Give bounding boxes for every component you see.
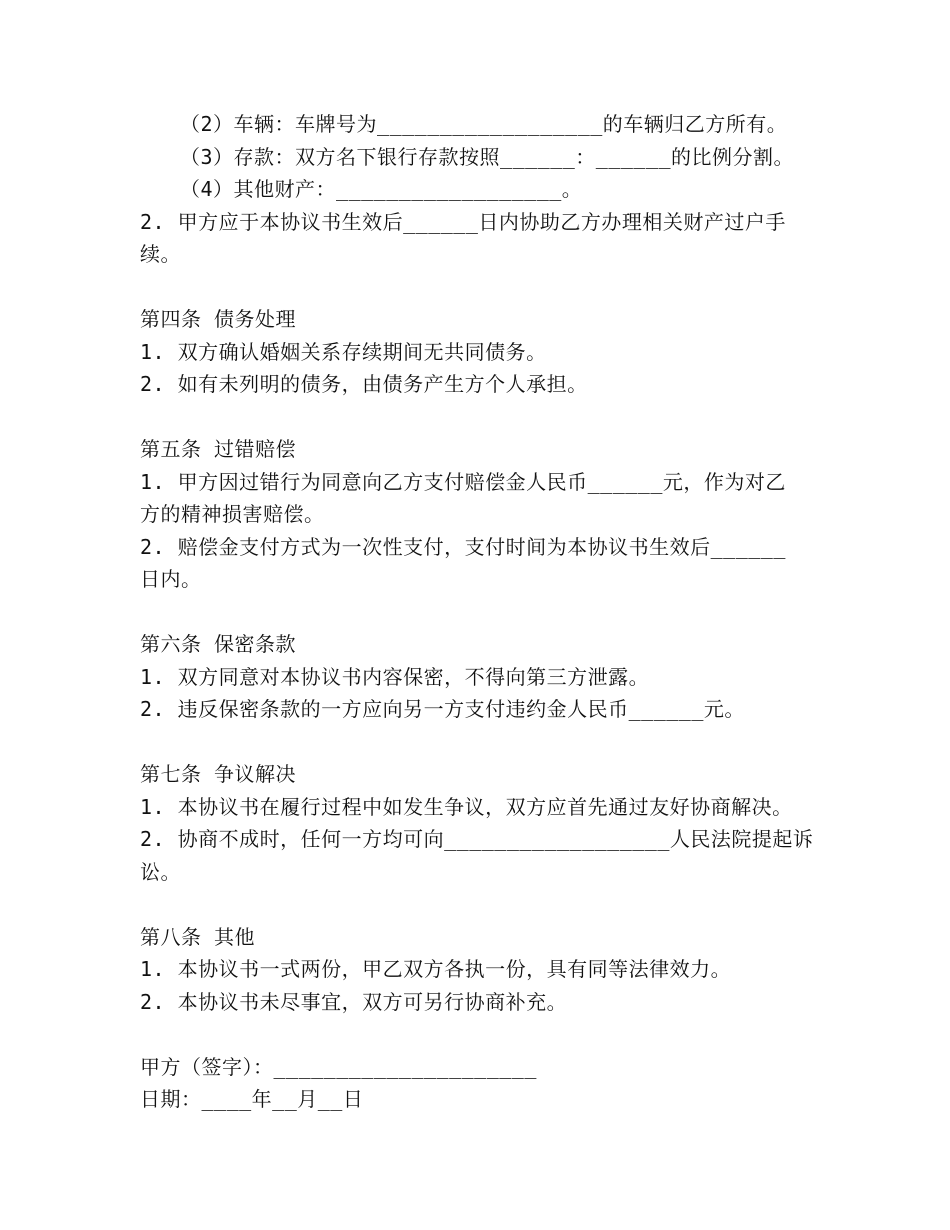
spacer [140,726,830,759]
article7-item-1: 1. 本协议书在履行过程中如发生争议，双方应首先通过友好协商解决。 [140,794,793,819]
property-item-deposit: （3）存款：双方名下银行存款按照______：______的比例分割。 [180,144,795,169]
property-item-other: （4）其他财产：__________________。 [180,177,583,201]
spacer [140,888,830,921]
spacer [140,1018,830,1051]
article4-heading: 第四条 债务处理 [140,307,297,331]
article6-item-2: 2. 违反保密条款的一方应向另一方支付违约金人民币______元。 [140,697,745,721]
spacer [140,401,830,434]
article8-item-2: 2. 本协议书未尽事宜，双方可另行协商补充。 [140,989,568,1014]
agreement-body [140,108,830,1116]
signature-date-line: 日期：____年__月__日 [140,1087,364,1111]
article6-heading: 第六条 保密条款 [140,632,297,656]
property-clause-2-line1: 2. 甲方应于本协议书生效后______日内协助乙方办理相关财产过户手 [140,209,786,234]
spacer [140,271,830,304]
article5-item-1-line1: 1. 甲方因过错行为同意向乙方支付赔偿金人民币______元，作为对乙 [140,469,786,494]
property-clause-2-line2: 续。 [140,242,181,266]
article6-item-1: 1. 双方同意对本协议书内容保密，不得向第三方泄露。 [140,664,650,689]
article4-item-2: 2. 如有未列明的债务，由债务产生方个人承担。 [140,372,588,396]
spacer [140,596,830,629]
property-item-vehicle: （2）车辆：车牌号为__________________的车辆归乙方所有。 [180,112,788,136]
article7-heading: 第七条 争议解决 [140,762,297,786]
article8-heading: 第八条 其他 [140,924,256,949]
party-a-signature-line: 甲方（签字）：_____________________ [140,1054,537,1079]
article5-item-2-line1: 2. 赔偿金支付方式为一次性支付，支付时间为本协议书生效后______ [140,534,786,559]
article5-heading: 第五条 过错赔偿 [140,437,297,461]
article4-item-1: 1. 双方确认婚姻关系存续期间无共同债务。 [140,339,547,364]
article7-item-2-line1: 2. 协商不成时，任何一方均可向__________________人民法院提起诉 [140,827,814,851]
article8-item-1: 1. 本协议书一式两份，甲乙双方各执一份，具有同等法律效力。 [140,957,732,981]
article5-item-1-line2: 方的精神损害赔偿。 [140,502,325,526]
article5-item-2-line2: 日内。 [140,567,202,591]
article7-item-2-line2: 讼。 [140,859,181,884]
